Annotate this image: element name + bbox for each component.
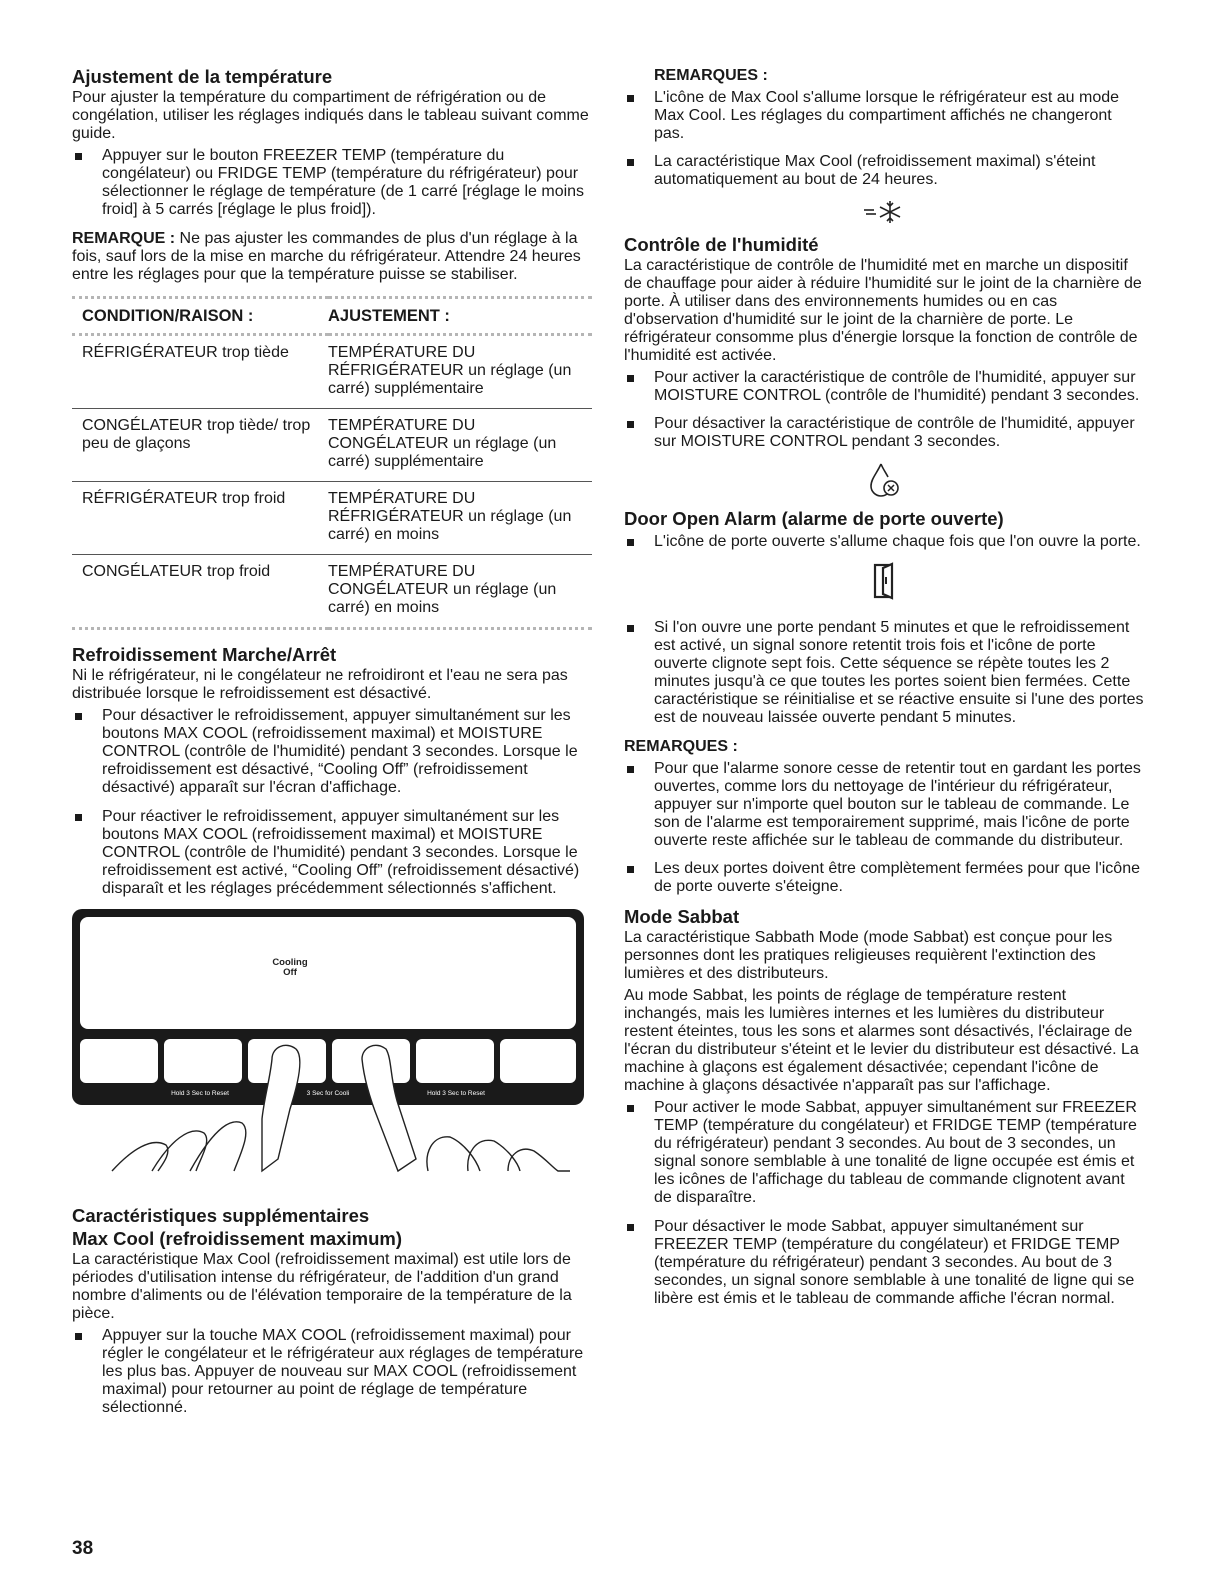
temperature-heading: Ajustement de la température <box>72 66 333 87</box>
control-panel-svg <box>72 909 584 1189</box>
door-alarm-bullet: L'icône de porte ouverte s'allume chaque fois que l'on ouvre la porte. <box>624 533 1144 551</box>
table-row <box>72 482 592 555</box>
temperature-bullets <box>72 147 592 219</box>
display-text-off: Off <box>283 967 297 978</box>
sabbath-bullets <box>624 1099 1144 1308</box>
adjustment-cell: TEMPÉRATURE DU CONGÉLATEUR un réglage (un carré) supplémentaire <box>328 409 592 482</box>
door-open-icon <box>624 562 1144 605</box>
adjustment-cell: TEMPÉRATURE DU RÉFRIGÉRATEUR un réglage (un carré) en moins <box>328 482 592 555</box>
right-column <box>624 66 1144 1319</box>
adjustment-table <box>72 296 592 630</box>
humidity-bullet-off: Pour désactiver la caractéristique de contrôle de l'humidité, appuyer sur MOISTURE CONTROL pendant 3 secondes. <box>624 415 1144 451</box>
condition-cell: CONGÉLATEUR trop froid <box>72 555 328 629</box>
sabbath-bullet-off: Pour désactiver le mode Sabbat, appuyer simultanément sur FREEZER TEMP (température du congélateur) et FRIDGE TEMP (température du réfrigérateur) pendant 3 secondes. Au bout de 3 secondes, un signal sonore semblable à une tonalité de ligne qui se libère est émis et le tableau de commande affiche l'écran normal. <box>624 1218 1144 1308</box>
humidity-heading: Contrôle de l'humidité <box>624 234 819 255</box>
sabbath-p1: La caractéristique Sabbath Mode (mode Sabbat) est conçue pour les personnes dont les pratiques religieuses requièrent l'extinction des lumières et des distributeurs. <box>624 929 1113 982</box>
door-alarm-heading: Door Open Alarm (alarme de porte ouverte) <box>624 508 1004 529</box>
panel-button[interactable] <box>416 1039 494 1083</box>
sabbath-bullet-on: Pour activer le mode Sabbat, appuyer simultanément sur FREEZER TEMP (température du congélateur) et FRIDGE TEMP (température du réfrigérateur) pendant 3 secondes. Au bout de 3 secondes, un signal sonore semblable à une tonalité de ligne occupée est émis et les icônes de l'affichage du tableau de commande clignotent avant de disparaître. <box>624 1099 1144 1207</box>
panel-button[interactable] <box>500 1039 576 1083</box>
humidity-bullet-on: Pour activer la caractéristique de contrôle de l'humidité, appuyer sur MOISTURE CONTROL (contrôle de l'humidité) pendant 3 secondes. <box>624 369 1144 405</box>
max-cool-icon <box>624 199 1144 230</box>
notes-bullets <box>624 89 1144 189</box>
panel-button[interactable] <box>164 1039 242 1083</box>
door-alarm-bullet1-list <box>624 533 1144 551</box>
cooling-bullet-on: Pour réactiver le refroidissement, appuyer simultanément sur les boutons MAX COOL (refroidissement maximal) et MOISTURE CONTROL (contrôle de l'humidité) pendant 3 secondes. Lorsque le refroidissement est activé, “Cooling Off” (refroidissement désactivé) disparaît et les réglages précédemment sélectionnés s'affichent. <box>72 808 592 898</box>
cooling-heading: Refroidissement Marche/Arrêt <box>72 644 337 665</box>
door-note-bullet: Pour que l'alarme sonore cesse de retentir tout en gardant les portes ouvertes, comme lors du nettoyage de l'intérieur du réfrigérateur, appuyer sur n'importe quel bouton sur le tableau de commande. Le son de l'alarme est temporairement supprimé, mais l'icône de porte ouverte reste affichée sur le tableau de commande du distributeur. <box>624 760 1144 850</box>
panel-label-center: 3 Sec for Cooli <box>306 1090 350 1097</box>
cooling-bullet-off: Pour désactiver le refroidissement, appuyer simultanément sur les boutons MAX COOL (refroidissement maximal) et MOISTURE CONTROL (contrôle de l'humidité) pendant 3 secondes. Lorsque le refroidissement est désactivé, “Cooling Off” (refroidissement désactivé) apparaît sur l'écran d'affichage. <box>72 707 592 797</box>
left-column <box>72 66 592 1428</box>
temperature-bullet: Appuyer sur le bouton FREEZER TEMP (température du congélateur) ou FRIDGE TEMP (température du réfrigérateur) pour sélectionner le réglage de température (de 1 carré [réglage le moins froid] à 5 carrés [réglage le plus froid]). <box>72 147 592 219</box>
note-label: REMARQUE : <box>72 230 176 247</box>
extra-features-heading: Caractéristiques supplémentaires <box>72 1205 370 1226</box>
max-cool-intro: La caractéristique Max Cool (refroidissement maximal) est utile lors de périodes d'utilisation intense du réfrigérateur, de l'addition d'un grand nombre d'aliments ou de l'élévation temporaire de la température de la pièce. <box>72 1251 572 1322</box>
header-adjustment: AJUSTEMENT : <box>328 298 592 335</box>
table-row <box>72 335 592 409</box>
table-row <box>72 409 592 482</box>
cooling-bullets <box>72 707 592 898</box>
condition-cell: RÉFRIGÉRATEUR trop froid <box>72 482 328 555</box>
note-text: Ne pas ajuster les commandes de plus d'un réglage à la fois, sauf lors de la mise en marche du réfrigérateur. Attendre 24 heures entre les réglages pour que la température puisse se stabiliser. <box>72 230 581 283</box>
panel-label-left: Hold 3 Sec to Reset <box>171 1090 229 1097</box>
adjustment-cell: TEMPÉRATURE DU RÉFRIGÉRATEUR un réglage (un carré) supplémentaire <box>328 335 592 409</box>
door-notes-bullets <box>624 760 1144 896</box>
panel-button[interactable] <box>80 1039 158 1083</box>
table-header-row <box>72 298 592 335</box>
temperature-note <box>72 230 592 284</box>
cooling-intro: Ni le réfrigérateur, ni le congélateur ne refroidiront et l'eau ne sera pas distribuée lorsque le refroidissement est désactivé. <box>72 667 568 702</box>
humidity-bullets <box>624 369 1144 451</box>
condition-cell: CONGÉLATEUR trop tiède/ trop peu de glaçons <box>72 409 328 482</box>
max-cool-heading: Max Cool (refroidissement maximum) <box>72 1228 402 1249</box>
control-panel-illustration <box>72 909 584 1189</box>
display-text-cooling: Cooling <box>272 957 308 968</box>
adjustment-cell: TEMPÉRATURE DU CONGÉLATEUR un réglage (un carré) en moins <box>328 555 592 629</box>
header-condition: CONDITION/RAISON : <box>72 298 328 335</box>
door-notes-heading: REMARQUES : <box>624 738 738 755</box>
temperature-intro: Pour ajuster la température du compartiment de réfrigération ou de congélation, utiliser les réglages indiqués dans le tableau suivant comme guide. <box>72 89 589 142</box>
door-alarm-bullet2-list <box>624 619 1144 727</box>
max-cool-bullets <box>72 1327 592 1417</box>
panel-label-right: Hold 3 Sec to Reset <box>427 1090 485 1097</box>
door-note-bullet: Les deux portes doivent être complètement fermées pour que l'icône de porte ouverte s'éteigne. <box>624 860 1144 896</box>
notes-bullet: L'icône de Max Cool s'allume lorsque le réfrigérateur est au mode Max Cool. Les réglages du compartiment affichés ne changeront pas. <box>624 89 1144 143</box>
humidity-intro: La caractéristique de contrôle de l'humidité met en marche un dispositif de chauffage pour aider à réduire l'humidité sur le joint de la charnière de porte. À utiliser dans des environnements humides ou en cas d'observation d'humidité sur le joint de la charnière de porte. Le réfrigérateur consomme plus d'énergie lorsque la fonction de contrôle de l'humidité est activée. <box>624 257 1142 364</box>
condition-cell: RÉFRIGÉRATEUR trop tiède <box>72 335 328 409</box>
sabbath-p2: Au mode Sabbat, les points de réglage de température restent inchangés, mais les lumières internes et les lumières du distributeur restent éteintes, tous les sons et alarmes sont désactivés, l'éclairage de l'écran du distributeur s'éteint et le levier du distributeur est désactivé. La machine à glaçons est également désactivée; cependant l'icône de machine à glaçons désactivée n'apparaît pas sur l'affichage. <box>624 987 1139 1094</box>
door-alarm-bullet: Si l'on ouvre une porte pendant 5 minutes et que le refroidissement est activé, un signal sonore retentit trois fois et l'icône de porte ouverte clignote sept fois. Cette séquence se répète toutes les 2 minutes jusqu'à ce que toutes les portes soient bien fermées. Cette caractéristique se réinitialise et se réactive ensuite si l'une des portes est de nouveau laissée ouverte pendant 5 minutes. <box>624 619 1144 727</box>
table-row <box>72 555 592 629</box>
notes-bullet: La caractéristique Max Cool (refroidissement maximal) s'éteint automatiquement au bout de 24 heures. <box>624 153 1144 189</box>
sabbath-heading: Mode Sabbat <box>624 906 740 927</box>
moisture-icon <box>624 461 1144 504</box>
page-number: 38 <box>72 1538 94 1559</box>
max-cool-bullet: Appuyer sur la touche MAX COOL (refroidissement maximal) pour régler le congélateur et le réfrigérateur aux réglages de température les plus bas. Appuyer de nouveau sur MAX COOL (refroidissement maximal) pour retourner au point de réglage de température sélectionné. <box>72 1327 592 1417</box>
notes-heading: REMARQUES : <box>654 67 768 84</box>
